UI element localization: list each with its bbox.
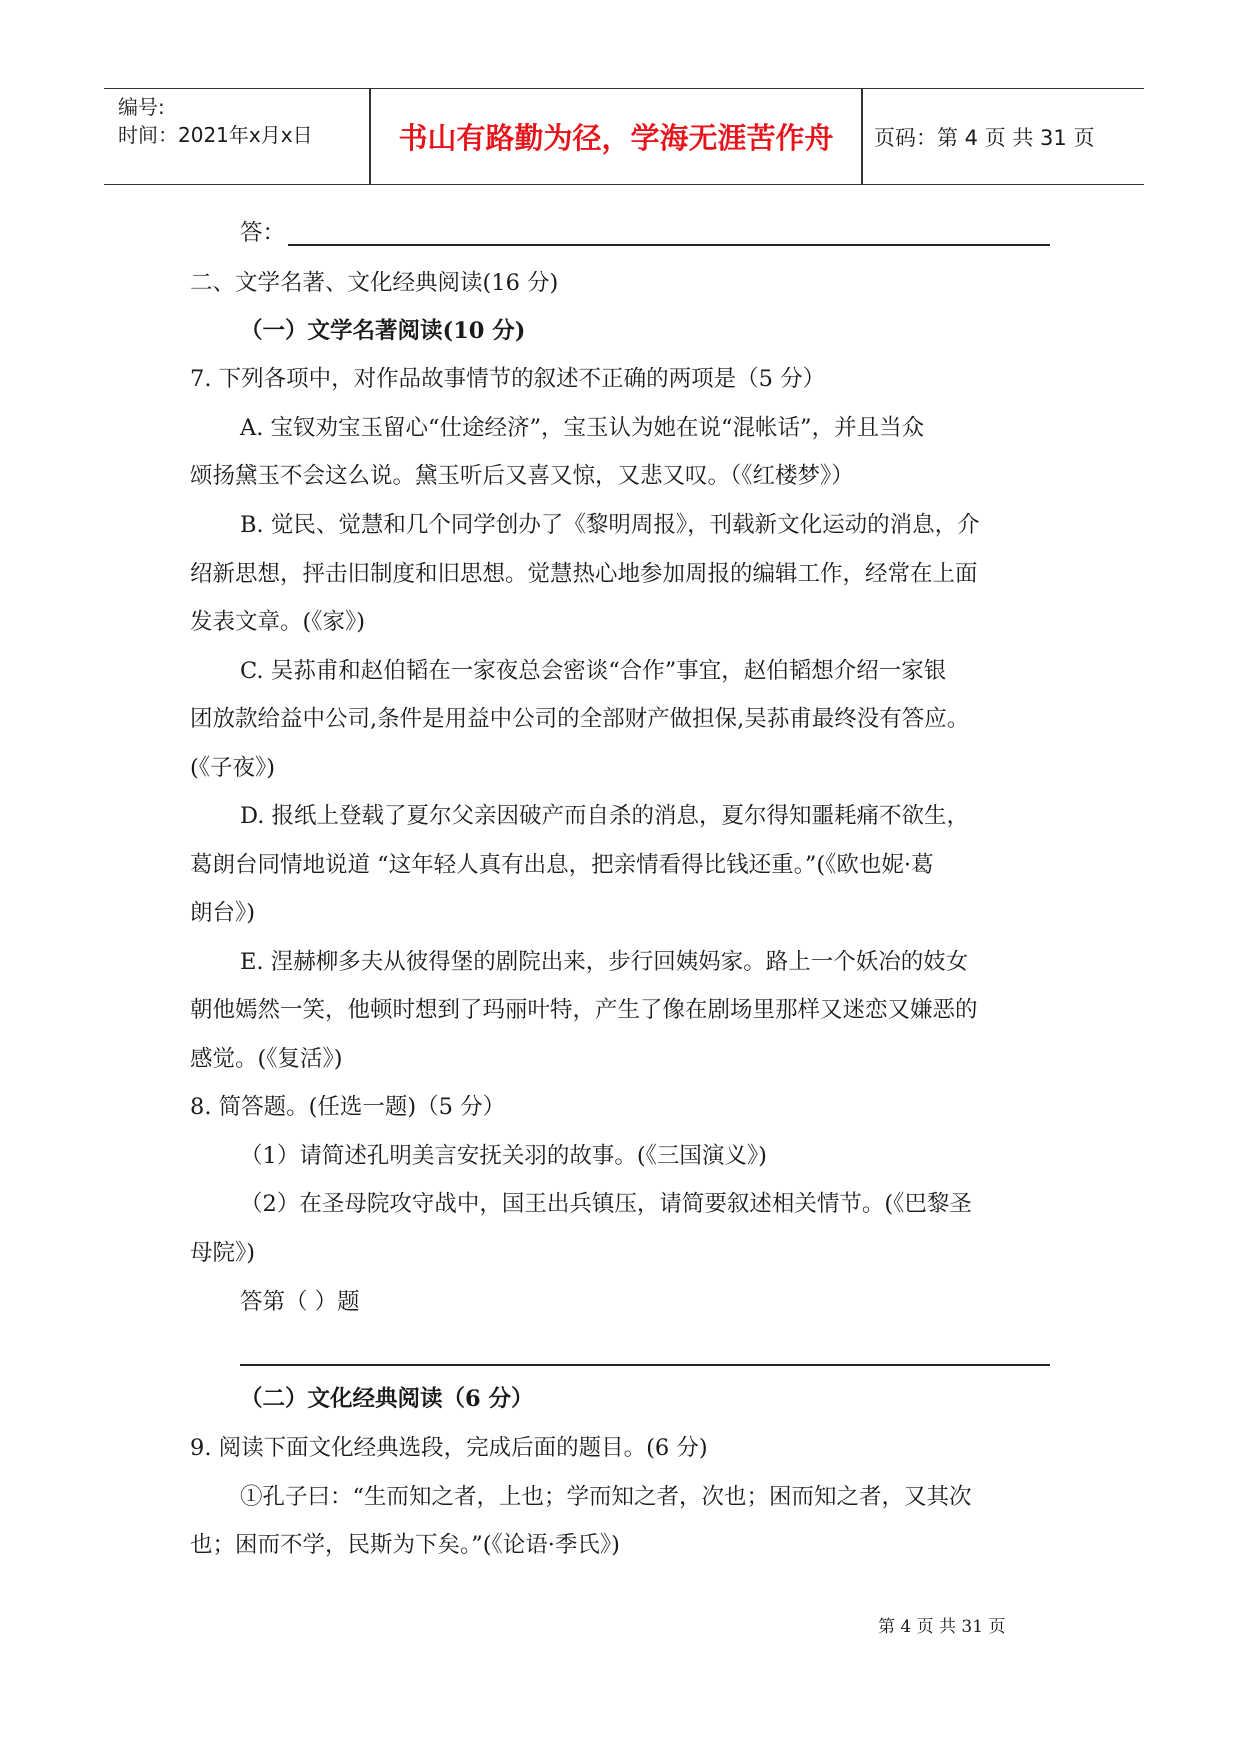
option-c-line: C. 吴荪甫和赵伯韬在一家夜总会密谈“合作”事宜，赵伯韬想介绍一家银 bbox=[240, 658, 947, 684]
page-header bbox=[104, 88, 1144, 185]
question-9-stem: 9. 阅读下面文化经典选段，完成后面的题目。(6 分) bbox=[190, 1435, 708, 1461]
question-8-answer: 答第（ ）题 bbox=[240, 1289, 360, 1315]
header-meta bbox=[118, 93, 368, 149]
question-7-stem: 7. 下列各项中，对作品故事情节的叙述不正确的两项是（5 分） bbox=[190, 366, 826, 392]
excerpt-line: 也；困而不学，民斯为下矣。”(《论语·季氏》) bbox=[190, 1532, 620, 1558]
answer-line bbox=[288, 244, 1050, 246]
option-c-line: 团放款给益中公司,条件是用益中公司的全部财产做担保,吴荪甫最终没有答应。 bbox=[190, 706, 970, 732]
option-d-line: 朗台》) bbox=[190, 900, 256, 926]
section-title: 二、文学名著、文化经典阅读(16 分) bbox=[190, 270, 559, 296]
answer-line bbox=[240, 1364, 1050, 1366]
time-label: 时间：2021年x月x日 bbox=[118, 123, 313, 147]
question-8-option-1: （1）请简述孔明美言安抚关羽的故事。(《三国演义》) bbox=[240, 1143, 767, 1169]
question-8-stem: 8. 简答题。(任选一题)（5 分） bbox=[190, 1094, 506, 1120]
option-d-line: 葛朗台同情地说道 “这年轻人真有出息，把亲情看得比钱还重。”(《欧也妮·葛 bbox=[190, 852, 934, 878]
option-b-line: 发表文章。(《家》) bbox=[190, 609, 366, 635]
excerpt-line: ①孔子曰：“生而知之者，上也；学而知之者，次也；困而知之者，又其次 bbox=[240, 1484, 972, 1510]
option-d-line: D. 报纸上登载了夏尔父亲因破产而自杀的消息，夏尔得知噩耗痛不欲生， bbox=[240, 803, 970, 829]
subsection-title: （一）文学名著阅读(10 分) bbox=[240, 318, 526, 344]
page-footer: 第 4 页 共 31 页 bbox=[878, 1617, 1006, 1637]
option-a-line: 颂扬黛玉不会这么说。黛玉听后又喜又惊，又悲又叹。（《红楼梦》） bbox=[190, 463, 854, 489]
subsection-title: （二）文化经典阅读（6 分） bbox=[240, 1386, 534, 1412]
question-8-option-2: 母院》) bbox=[190, 1240, 256, 1266]
option-b-line: 绍新思想，抨击旧制度和旧思想。觉慧热心地参加周报的编辑工作，经常在上面 bbox=[190, 561, 978, 587]
option-c-line: (《子夜》) bbox=[190, 755, 276, 781]
option-a-line: A. 宝钗劝宝玉留心“仕途经济”，宝玉认为她在说“混帐话”，并且当众 bbox=[240, 415, 925, 441]
number-label: 编号: bbox=[118, 95, 165, 119]
option-e-line: 朝他嫣然一笑，他顿时想到了玛丽叶特，产生了像在剧场里那样又迷恋又嫌恶的 bbox=[190, 997, 978, 1023]
header-motto: 书山有路勤为径，学海无涯苦作舟 bbox=[398, 121, 834, 155]
header-page-info: 页码：第 4 页 共 31 页 bbox=[874, 125, 1095, 150]
option-b-line: B. 觉民、觉慧和几个同学创办了《黎明周报》，刊载新文化运动的消息，介 bbox=[240, 512, 980, 538]
question-8-option-2: （2）在圣母院攻守战中，国王出兵镇压，请简要叙述相关情节。(《巴黎圣 bbox=[240, 1191, 972, 1217]
option-e-line: E. 涅赫柳多夫从彼得堡的剧院出来，步行回姨妈家。路上一个妖冶的妓女 bbox=[240, 949, 969, 975]
option-e-line: 感觉。(《复活》) bbox=[190, 1046, 343, 1072]
header-divider bbox=[861, 89, 863, 184]
answer-label: 答： bbox=[240, 220, 286, 246]
